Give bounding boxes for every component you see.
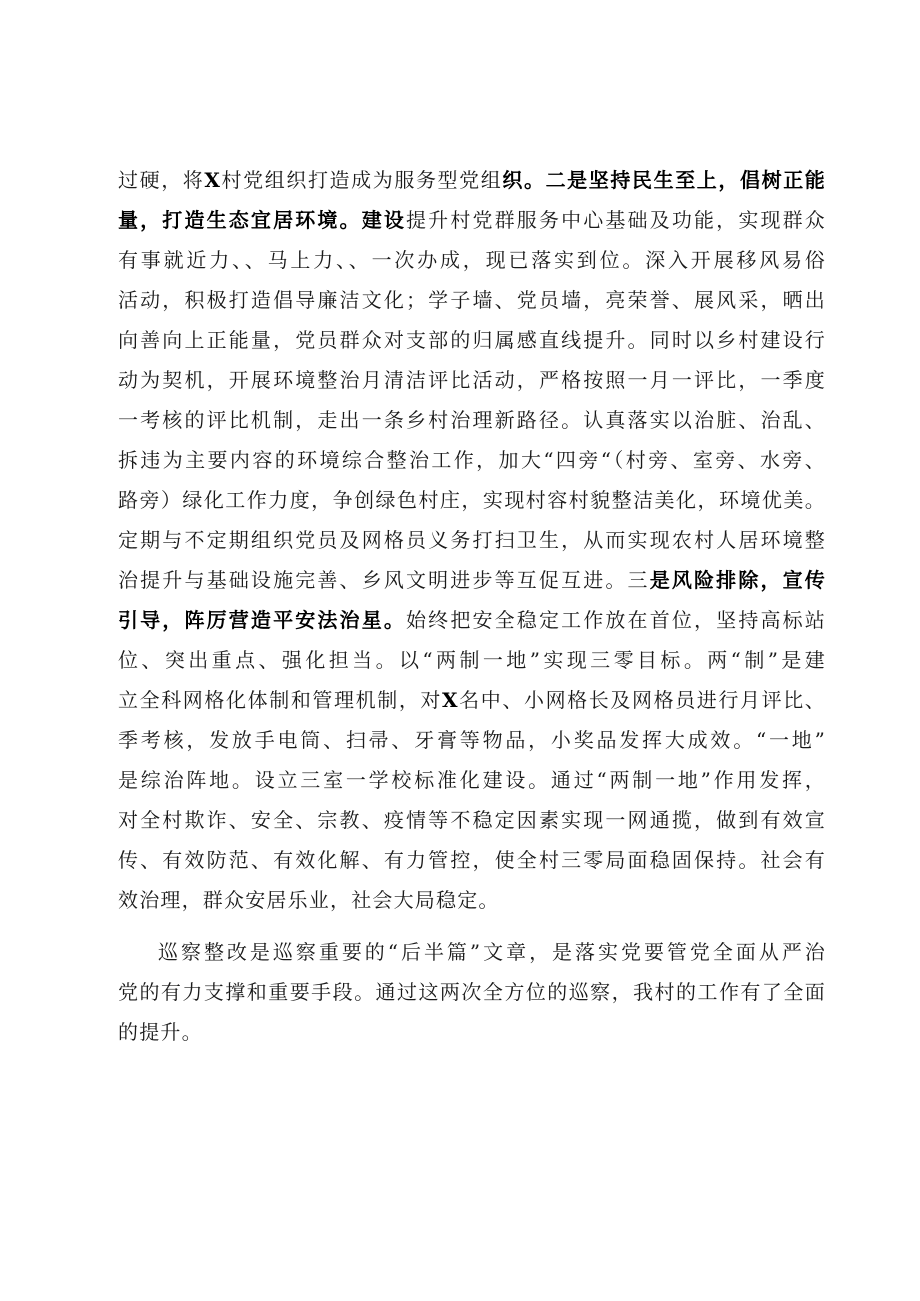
text-line: 治提升与基础设施完善、乡风文明进步等互促互进。三是风险排除，宣传 bbox=[118, 568, 826, 592]
text-line: 引导，阵厉营造平安法治星。始终把安全稳定工作放在首位，坚持高标站 bbox=[118, 608, 826, 632]
text-line: 向善向上正能量，党员群众对支部的归属感直线提升。同时以乡村建设行 bbox=[118, 328, 826, 352]
text-line: 效治理，群众安居乐业，社会大局稳定。 bbox=[118, 888, 500, 912]
text-line: 对全村欺诈、安全、宗教、疫情等不稳定因素实现一网通揽，做到有效宣 bbox=[118, 808, 826, 832]
text-line: 过硬，将X村党组织打造成为服务型党组织。二是坚持民生至上，倡树正能 bbox=[118, 168, 827, 192]
text-line: 的提升。 bbox=[118, 1020, 203, 1044]
text-line: 一考核的评比机制，走出一条乡村治理新路径。认真落实以治脏、治乱、 bbox=[118, 408, 826, 432]
text-line: 动为契机，开展环境整治月清洁评比活动，严格按照一月一评比，一季度 bbox=[118, 368, 826, 392]
text-line: 立全科网格化体制和管理机制，对X名中、小网格长及网格员进行月评比、 bbox=[118, 688, 827, 712]
text-line: 定期与不定期组织党员及网格员义务打扫卫生，从而实现农村人居环境整 bbox=[118, 528, 826, 552]
text-line: 路旁）绿化工作力度，争创绿色村庄，实现村容村貌整洁美化，环境优美。 bbox=[118, 488, 826, 512]
text-line: 拆违为主要内容的环境综合整治工作，加大“四旁“（村旁、室旁、水旁、 bbox=[118, 448, 826, 472]
document-body bbox=[118, 160, 826, 1052]
text-line: 位、突出重点、强化担当。以“两制一地”实现三零目标。两“制”是建 bbox=[118, 648, 826, 672]
paragraph-gap bbox=[118, 920, 826, 932]
text-line: 传、有效防范、有效化解、有力管控，使全村三零局面稳固保持。社会有 bbox=[118, 848, 826, 872]
text-line: 巡察整改是巡察重要的“后半篇”文章，是落实党要管党全面从严治 bbox=[158, 940, 826, 964]
text-line: 活动，积极打造倡导廉洁文化；学子墙、党员墙，亮荣誉、展风采，晒出 bbox=[118, 288, 826, 312]
text-line: 是综治阵地。设立三室一学校标准化建设。通过“两制一地”作用发挥， bbox=[118, 768, 826, 792]
text-line: 量，打造生态宜居环境。建设提升村党群服务中心基础及功能，实现群众 bbox=[118, 208, 826, 232]
text-line: 党的有力支撑和重要手段。通过这两次全方位的巡察，我村的工作有了全面 bbox=[118, 980, 826, 1004]
text-line: 有事就近力、、马上力、、一次办成，现已落实到位。深入开展移风易俗 bbox=[118, 248, 826, 272]
text-line: 季考核，发放手电筒、扫帚、牙膏等物品，小奖品发挥大成效。“一地” bbox=[118, 728, 826, 752]
